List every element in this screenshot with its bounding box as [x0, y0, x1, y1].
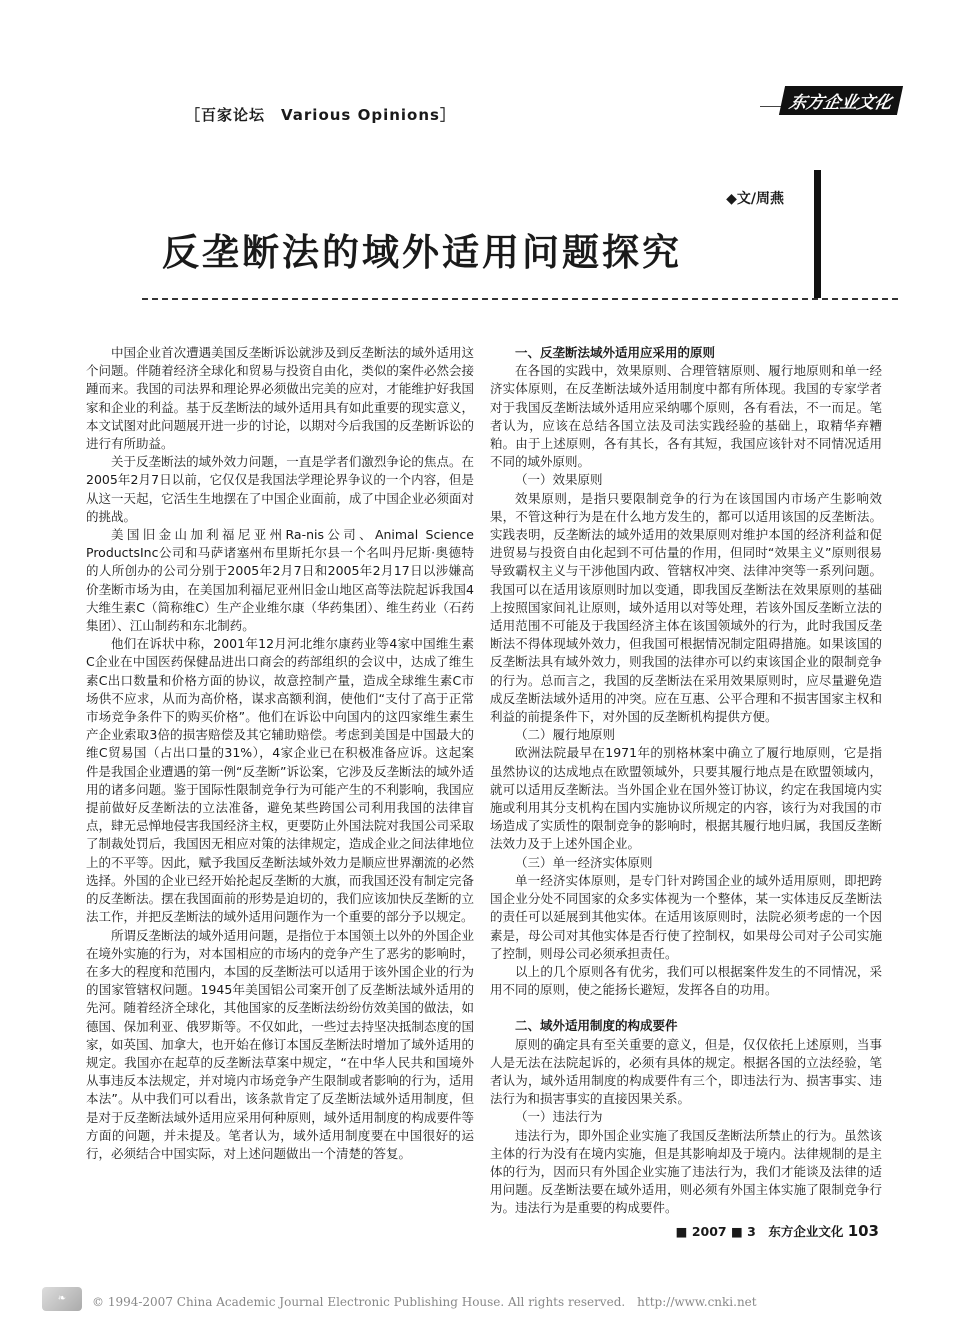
- paragraph: 违法行为，即外国企业实施了我国反垄断法所禁止的行为。虽然该主体的行为没有在境内实施，但是其影响却及于境内。法律规制的是主体的行为，因而只有外国企业实施了违法行为，我们才能谈及法律的适用问题。反垄断法要在域外适用，则必须有外国主体实施了限制竞争行为。违法行为是重要的构成要件。: [490, 1127, 882, 1216]
- paragraph: 效果原则，是指只要限制竞争的行为在该国国内市场产生影响效果，不管这种行为是在什么地方发生的，都可以适用该国的反垄断法。实践表明，反垄断法的域外适用的效果原则对维护本国的经济利益和促进贸易与投资自由化起到不可估量的作用，但同时“效果主义”原则很易导致霸权主义与干涉他国内政、管辖权冲突、法律冲突等一系列问题。我国可以在适用该原则时加以变通，即我国反垄断法在效果原则的基础上按照国家间礼让原则，域外适用以对等处理，若该外国反垄断立法的适用范围不可能及于我国经济主体在该国领域外的行为，此时我国反垄断法不得体现域外效力，但我国可根据情况制定阻碍措施。如果该国的反垄断法具有域外效力，则我国的法律亦可以约束该国企业的限制竞争的行为。总而言之，我国的反垄断法在采用效果原则时，应尽量避免造成反垄断法域外适用的冲突。应在互惠、公平合理和不损害国家主权和利益的前提条件下，对外国的反垄断机构提供方便。: [490, 490, 882, 725]
- issue-info: ■ 2007 ■ 3 东方企业文化: [675, 1224, 844, 1239]
- copyright-notice: © 1994-2007 China Academic Journal Electronic Publishing House. All rights reserved. http://www.cnki.net: [92, 1295, 757, 1309]
- paragraph: 以上的几个原则各有优劣，我们可以根据案件发生的不同情况，采用不同的原则，使之能扬长避短，发挥各自的功用。: [490, 963, 882, 998]
- page-footer: [676, 1222, 879, 1240]
- section-heading: 二、域外适用制度的构成要件: [515, 1018, 678, 1034]
- header-category: ［百家论坛 Various Opinions］: [185, 106, 456, 124]
- section-heading: 一、反垄断法域外适用应采用的原则: [515, 345, 716, 360]
- paragraph: 中国企业首次遭遇美国反垄断诉讼就涉及到反垄断法的域外适用这个问题。伴随着经济全球化和贸易与投资自由化，类似的案件必然会接踵而来。我国的司法界和理论界必须做出完美的应对，才能维护好我国家和企业的利益。基于反垄断法的域外适用具有如此重要的现实意义，本文试图对此问题展开进一步的讨论，以期对今后我国的反垄断诉讼的进行有所助益。: [86, 345, 474, 452]
- journal-logo: 东方企业文化: [779, 86, 903, 115]
- paragraph: 原则的确定具有至关重要的意义，但是，仅仅依托上述原则，当事人是无法在法院起诉的，必须有具体的规定。根据各国的立法经验，笔者认为，域外适用制度的构成要件有三个，即违法行为、损害事实、违法行为和损害事实的直接因果关系。: [490, 1036, 882, 1107]
- paragraph: 关于反垄断法的域外效力问题，一直是学者们激烈争论的焦点。在2005年2月7日以前，它仅仅是我国法学理论界争议的一个内容，但是从这一天起，它活生生地摆在了中国企业面前，成了中国企业必须面对的挑战。: [86, 454, 474, 524]
- paragraph: 在各国的实践中，效果原则、合理管辖原则、履行地原则和单一经济实体原则，在反垄断法域外适用制度中都有所体现。我国的专家学者对于我国反垄断法域外适用应采纳哪个原则，各有看法，不一而足。笔者认为，应该在总结各国立法及司法实践经验的基础上，取精华弃糟粕。由于上述原则，各有其长，各有其短，我国应该针对不同情况适用不同的域外原则。: [490, 363, 882, 470]
- subsection-heading: （一）效果原则: [515, 472, 603, 488]
- article-author: ◆文/周燕: [726, 191, 784, 207]
- right-column: [490, 344, 882, 1218]
- page-number: 103: [847, 1222, 879, 1240]
- paragraph: 美国旧金山加利福尼亚州Ra-nis公司、Animal Science ProductsInc公司和马萨诸塞州布里斯托尔县一个名叫丹尼斯·奥德特的人所创办的公司分别于2005年2月7日和2005年2月17日以涉嫌高价垄断市场为由，在美国加利福尼亚州旧金山地区高等法院起诉我国4大维生素C（简称维C）生产企业维尔康（华药集团）、维生药业（石药集团）、江山制药和东北制药。: [86, 527, 474, 634]
- paragraph: 单一经济实体原则，是专门针对跨国企业的域外适用原则，即把跨国企业分处不同国家的众多实体视为一个整体，某一实体违反反垄断法的责任可以延展到其他实体。在适用该原则时，法院必须考虑的一个因素是，母公司对其他实体是否行使了控制权，如果母公司对子公司实施了控制，则母公司必须承担责任。: [490, 872, 882, 961]
- article-title: 反垄断法的域外适用问题探究: [162, 231, 682, 274]
- paragraph: 所谓反垄断法的域外适用问题，是指位于本国领土以外的外国企业在境外实施的行为，对本国相应的市场内的竞争产生了恶劣的影响时，在多大的程度和范围内，本国的反垄断法可以适用于该外国企业的行为的国家管辖权问题。1945年美国铝公司案开创了反垄断法域外适用的先河。随着经济全球化，其他国家的反垄断法纷纷仿效美国的做法，如德国、保加利亚、俄罗斯等。不仅如此，一些过去持坚决抵制态度的国家，如英国、加拿大，也开始在修订本国反垄断法时增加了域外适用的规定。我国亦在起草的反垄断法草案中规定，“在中华人民共和国境外从事违反本法规定，并对境内市场竞争产生限制或者影响的行为，适用本法”。从中我们可以看出，该条款肯定了反垄断法域外适用制度，但是对于反垄断法域外适用应采用何种原则，域外适用制度的构成要件等方面的问题，并未提及。笔者认为，域外适用制度要在中国很好的运行，必须结合中国实际，对上述问题做出一个清楚的答复。: [86, 927, 474, 1161]
- subsection-heading: （一）违法行为: [515, 1109, 603, 1125]
- cnki-logo-icon: ❧: [42, 1287, 82, 1311]
- title-divider: [142, 298, 898, 300]
- paragraph: 欧洲法院最早在1971年的别格林案中确立了履行地原则，它是指虽然协议的达成地点在欧盟领域外，只要其履行地点是在欧盟领域内，就可以适用反垄断法。当外国企业在国外签订协议，约定在我国境内实施或利用其分支机构在国内实施协议所规定的内容，该行为对我国的市场造成了实质性的限制竞争的影响时，根据其履行地归属，我国反垄断法效力及于上述外国企业。: [490, 745, 882, 852]
- paragraph: 他们在诉状中称，2001年12月河北维尔康药业等4家中国维生素C企业在中国医药保健品进出口商会的药部组织的会议中，达成了维生素C出口数量和价格方面的协议，故意控制产量，造成全球维生素C市场供不应求，从而为高价格，谋求高额利润，使他们“支付了高于正常市场竞争条件下的购买价格”。他们在诉讼中向国内的这四家维生素生产企业索取3倍的损害赔偿及其它辅助赔偿。考虑到美国是中国最大的维C贸易国（占出口量的31%），4家企业已在积极准备应诉。这起案件是我国企业遭遇的第一例“反垄断”诉讼案，它涉及反垄断法的域外适用的诸多问题。鉴于国际性限制竞争行为可能产生的不利影响，我国应提前做好反垄断法的立法准备，避免某些跨国公司利用我国的法律盲点，肆无忌惮地侵害我国经济主权，更要防止外国法院对我国公司采取了制裁处罚后，我国因无相应对策的法律规定，造成企业之间法律地位上的不平等。因此，赋予我国反垄断法域外效力是顺应世界潮流的必然选择。外国的企业已经开始抡起反垄断的大旗，而我国还没有制定完备的反垄断法。摆在我国面前的形势是迫切的，我们应该加快反垄断的立法工作，并把反垄断法的域外适用问题作为一个重要的部分予以规定。: [86, 636, 474, 925]
- title-accent-bar: [814, 170, 821, 298]
- left-column: [86, 344, 474, 1163]
- subsection-heading: （三）单一经济实体原则: [515, 854, 653, 870]
- subsection-heading: （二）履行地原则: [515, 727, 616, 743]
